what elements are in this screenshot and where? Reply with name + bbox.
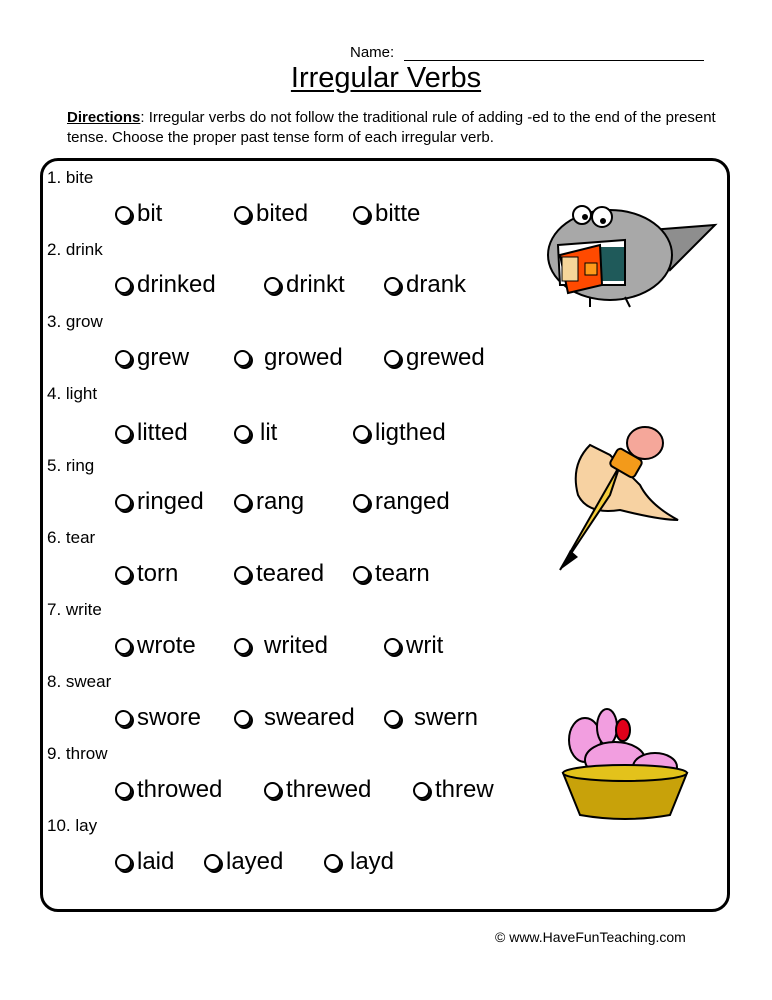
option-label: litted <box>137 419 188 446</box>
radio-bubble-icon[interactable] <box>115 277 132 294</box>
question-1-option-a[interactable] <box>115 200 162 228</box>
radio-bubble-icon[interactable] <box>234 710 251 727</box>
option-label: layd <box>350 848 395 875</box>
radio-bubble-icon[interactable] <box>353 206 370 223</box>
question-2-option-c[interactable] <box>384 271 466 299</box>
radio-bubble-icon[interactable] <box>204 854 221 871</box>
radio-bubble-icon[interactable] <box>115 782 132 799</box>
option-label: swore <box>137 704 202 731</box>
radio-bubble-icon[interactable] <box>413 782 430 799</box>
radio-bubble-icon[interactable] <box>234 350 251 367</box>
option-label: laid <box>137 848 175 875</box>
radio-bubble-icon[interactable] <box>234 425 251 442</box>
question-4-option-c[interactable] <box>353 419 446 447</box>
option-label: threwed <box>286 776 372 803</box>
question-4-option-b[interactable] <box>234 419 277 447</box>
radio-bubble-icon[interactable] <box>324 854 341 871</box>
radio-bubble-icon[interactable] <box>384 277 401 294</box>
option-label: layed <box>226 848 284 875</box>
question-10-option-b[interactable] <box>204 848 283 876</box>
question-9-option-a[interactable] <box>115 776 222 804</box>
radio-bubble-icon[interactable] <box>234 206 251 223</box>
question-6-option-c[interactable] <box>353 560 430 588</box>
radio-bubble-icon[interactable] <box>115 566 132 583</box>
radio-bubble-icon[interactable] <box>384 710 401 727</box>
radio-bubble-icon[interactable] <box>384 350 401 367</box>
radio-bubble-icon[interactable] <box>115 494 132 511</box>
option-label: grew <box>137 344 190 371</box>
question-9-option-c[interactable] <box>413 776 494 804</box>
option-label: rang <box>256 488 305 515</box>
question-8-option-a[interactable] <box>115 704 201 732</box>
question-2-option-b[interactable] <box>264 271 345 299</box>
option-label: torn <box>137 560 179 587</box>
mouse-in-basket-illustration <box>555 705 695 825</box>
question-2-option-a[interactable] <box>115 271 216 299</box>
radio-bubble-icon[interactable] <box>353 494 370 511</box>
directions-text: : Irregular verbs do not follow the traditional rule of adding -ed to the end of the present tense. Choose the proper past tense form of each irregular verb. <box>67 109 716 146</box>
question-3-option-b[interactable] <box>234 344 343 372</box>
question-4-label: 4. light <box>47 384 98 403</box>
question-10-option-c[interactable] <box>324 848 394 876</box>
option-label: lit <box>260 419 278 446</box>
question-6-option-b[interactable] <box>234 560 324 588</box>
option-label: drinked <box>137 271 216 298</box>
radio-bubble-icon[interactable] <box>115 350 132 367</box>
radio-bubble-icon[interactable] <box>264 277 281 294</box>
option-label: sweared <box>264 704 355 731</box>
option-label: ranged <box>375 488 450 515</box>
page-title: Irregular Verbs <box>290 62 482 94</box>
option-label: throwed <box>137 776 223 803</box>
question-7-label: 7. write <box>47 600 102 619</box>
radio-bubble-icon[interactable] <box>353 425 370 442</box>
radio-bubble-icon[interactable] <box>115 206 132 223</box>
option-label: swern <box>414 704 479 731</box>
directions <box>67 108 737 148</box>
shark-illustration <box>530 185 720 310</box>
option-label: writ <box>406 632 444 659</box>
option-label: bited <box>256 200 309 227</box>
radio-bubble-icon[interactable] <box>264 782 281 799</box>
option-label: ringed <box>137 488 204 515</box>
radio-bubble-icon[interactable] <box>353 566 370 583</box>
question-8-label: 8. swear <box>47 672 112 691</box>
question-3-option-a[interactable] <box>115 344 189 372</box>
option-label: bitte <box>375 200 421 227</box>
option-label: ligthed <box>375 419 446 446</box>
question-10-option-a[interactable] <box>115 848 174 876</box>
question-8-option-b[interactable] <box>234 704 355 732</box>
question-9-option-b[interactable] <box>264 776 371 804</box>
radio-bubble-icon[interactable] <box>234 566 251 583</box>
question-1-label: 1. bite <box>47 168 94 187</box>
option-label: grewed <box>406 344 485 371</box>
copyright-footer: © www.HaveFunTeaching.com <box>495 929 686 945</box>
option-label: tearn <box>375 560 430 587</box>
option-label: wrote <box>137 632 196 659</box>
question-3-option-c[interactable] <box>384 344 485 372</box>
question-5-option-c[interactable] <box>353 488 450 516</box>
option-label: growed <box>264 344 343 371</box>
question-2-label: 2. drink <box>47 240 103 259</box>
question-1-option-b[interactable] <box>234 200 308 228</box>
question-3-label: 3. grow <box>47 312 103 331</box>
question-8-option-c[interactable] <box>384 704 478 732</box>
question-5-option-a[interactable] <box>115 488 204 516</box>
name-label: Name: <box>350 44 395 61</box>
radio-bubble-icon[interactable] <box>115 710 132 727</box>
name-field[interactable] <box>404 60 704 61</box>
radio-bubble-icon[interactable] <box>115 425 132 442</box>
question-7-option-b[interactable] <box>234 632 328 660</box>
radio-bubble-icon[interactable] <box>384 638 401 655</box>
question-7-option-c[interactable] <box>384 632 443 660</box>
question-5-label: 5. ring <box>47 456 95 475</box>
option-label: teared <box>256 560 325 587</box>
option-label: drank <box>406 271 467 298</box>
pencil-illustration <box>550 425 690 575</box>
option-label: threw <box>435 776 494 803</box>
option-label: bit <box>137 200 163 227</box>
question-10-label: 10. lay <box>47 816 98 835</box>
option-label: drinkt <box>286 271 345 298</box>
radio-bubble-icon[interactable] <box>115 854 132 871</box>
radio-bubble-icon[interactable] <box>115 638 132 655</box>
question-4-option-a[interactable] <box>115 419 188 447</box>
question-9-label: 9. throw <box>47 744 108 763</box>
radio-bubble-icon[interactable] <box>234 494 251 511</box>
directions-label: Directions <box>67 109 141 126</box>
question-7-option-a[interactable] <box>115 632 196 660</box>
radio-bubble-icon[interactable] <box>234 638 251 655</box>
option-label: writed <box>264 632 329 659</box>
question-6-label: 6. tear <box>47 528 96 547</box>
question-6-option-a[interactable] <box>115 560 178 588</box>
question-1-option-c[interactable] <box>353 200 420 228</box>
question-5-option-b[interactable] <box>234 488 304 516</box>
